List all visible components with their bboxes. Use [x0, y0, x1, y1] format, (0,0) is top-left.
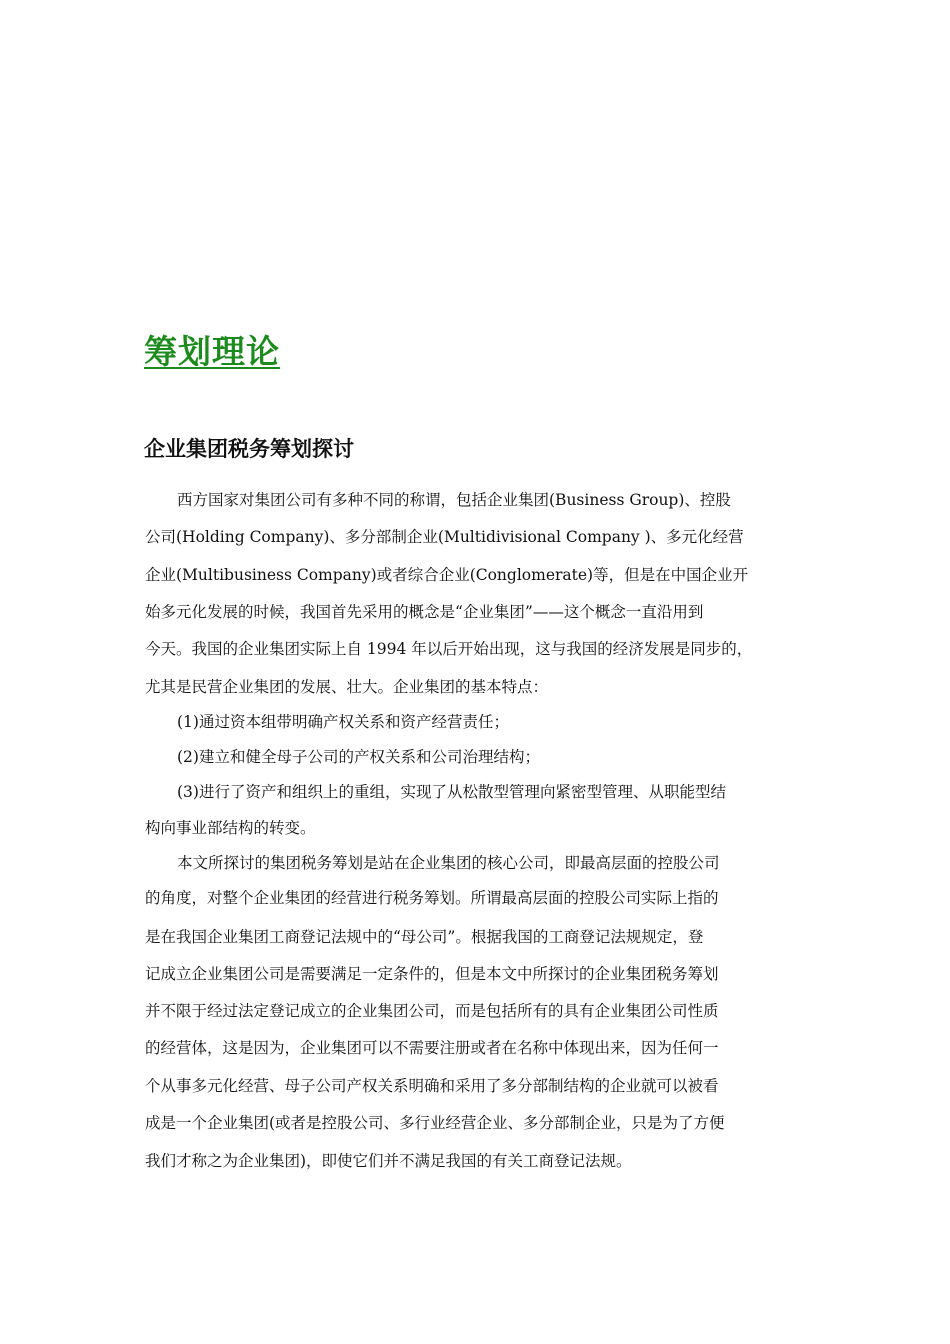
paragraph-line: 是在我国企业集团工商登记法规中的“母公司”。根据我国的工商登记法规规定，登 [145, 928, 704, 946]
paragraph-line: 的角度，对整个企业集团的经营进行税务筹划。所谓最高层面的控股公司实际上指的 [145, 889, 719, 907]
paragraph-line: 始多元化发展的时候，我国首先采用的概念是“企业集团”——这个概念一直沿用到 [145, 603, 704, 621]
paragraph-line: 个从事多元化经营、母子公司产权关系明确和采用了多分部制结构的企业就可以被看 [145, 1077, 719, 1095]
list-item: (1)通过资本组带明确产权关系和资产经营责任； [177, 713, 509, 731]
paragraph-line: 并不限于经过法定登记成立的企业集团公司，而是包括所有的具有企业集团公司性质 [145, 1002, 719, 1020]
paragraph-line: 本文所探讨的集团税务筹划是站在企业集团的核心公司，即最高层面的控股公司 [177, 854, 720, 872]
article-title: 企业集团税务筹划探讨 [144, 437, 354, 461]
paragraph-line: 成是一个企业集团(或者是控股公司、多行业经营企业、多分部制企业，只是为了方便 [145, 1114, 725, 1132]
paragraph-line: 公司(Holding Company)、多分部制企业(Multidivisional Company )、多元化经营 [145, 528, 744, 546]
section-heading-link[interactable]: 筹划理论 [144, 332, 280, 371]
paragraph-line: 企业(Multibusiness Company)或者综合企业(Conglomerate)等，但是在中国企业开 [145, 566, 749, 584]
paragraph-line: 尤其是民营企业集团的发展、壮大。企业集团的基本特点： [145, 678, 549, 696]
paragraph-line: 的经营体，这是因为，企业集团可以不需要注册或者在名称中体现出来，因为任何一 [145, 1039, 719, 1057]
paragraph-line: 我们才称之为企业集团)，即使它们并不满足我国的有关工商登记法规。 [145, 1152, 632, 1170]
paragraph-line: 构向事业部结构的转变。 [145, 819, 316, 837]
list-item: (2)建立和健全母子公司的产权关系和公司治理结构； [177, 748, 540, 766]
paragraph-line: 记成立企业集团公司是需要满足一定条件的，但是本文中所探讨的企业集团税务筹划 [145, 965, 719, 983]
paragraph-line: 今天。我国的企业集团实际上自 1994 年以后开始出现，这与我国的经济发展是同步的， [145, 640, 753, 658]
paragraph-line: 西方国家对集团公司有多种不同的称谓，包括企业集团(Business Group)、控股 [177, 491, 731, 509]
list-item: (3)进行了资产和组织上的重组，实现了从松散型管理向紧密型管理、从职能型结 [177, 783, 726, 801]
